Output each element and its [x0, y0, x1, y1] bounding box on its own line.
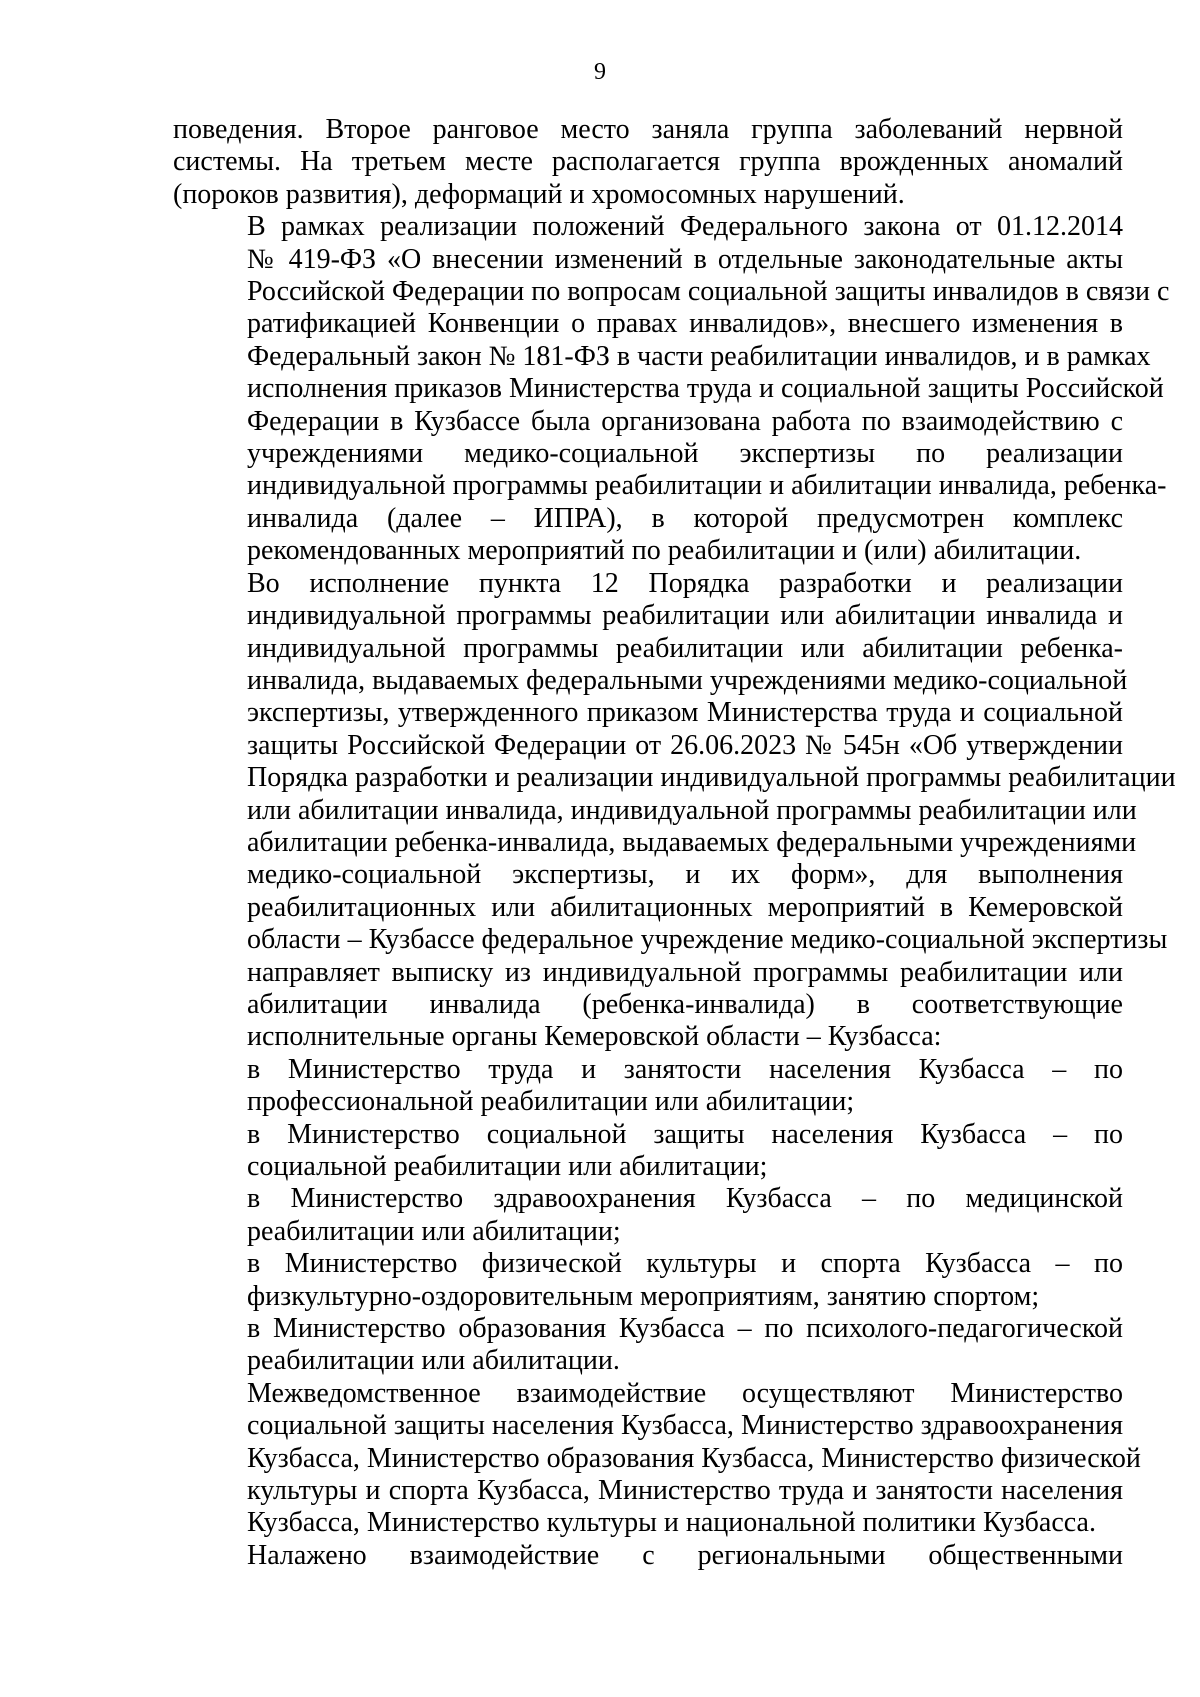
text-line: (пороков развития), деформаций и хромосомных нарушений.: [173, 178, 905, 210]
text-line: направляет выписку из индивидуальной программы реабилитации или: [247, 956, 1123, 988]
paragraph: [173, 567, 1176, 1054]
text-line: абилитации инвалида (ребенка-инвалида) в соответствующие: [247, 988, 1123, 1020]
text-line: медико-социальной экспертизы, и их форм», для выполнения: [247, 859, 1123, 891]
paragraph: [173, 1054, 1123, 1119]
text-line: в Министерство здравоохранения Кузбасса – по медицинской: [247, 1183, 1123, 1215]
text-line: области – Кузбассе федеральное учреждение медико-социальной экспертизы: [247, 924, 1168, 956]
text-line: социальной реабилитации или абилитации;: [247, 1151, 768, 1182]
text-line: индивидуальной программы реабилитации или абилитации ребенка-: [247, 632, 1123, 664]
text-line: реабилитации или абилитации.: [247, 1345, 620, 1377]
text-line: культуры и спорта Кузбасса, Министерство труда и занятости населения: [247, 1475, 1123, 1507]
text-line: профессиональной реабилитации или абилитации;: [247, 1086, 855, 1118]
text-line: индивидуальной программы реабилитации и абилитации инвалида, ребенка-: [247, 470, 1167, 502]
page-number: 9: [594, 59, 606, 85]
text-line: исполнительные органы Кемеровской области – Кузбасса:: [247, 1021, 942, 1053]
text-line: Порядка разработки и реализации индивидуальной программы реабилитации: [247, 762, 1176, 794]
text-line: Налажено взаимодействие с региональными общественными: [247, 1539, 1123, 1571]
text-line: в Министерство социальной защиты населения Кузбасса – по: [247, 1118, 1123, 1150]
text-line: в Министерство труда и занятости населения Кузбасса – по: [247, 1053, 1123, 1085]
text-line: рекомендованных мероприятий по реабилитации и (или) абилитации.: [247, 535, 1082, 567]
text-line: экспертизы, утвержденного приказом Министерства труда и социальной: [247, 697, 1123, 729]
text-line: абилитации ребенка-инвалида, выдаваемых федеральными учреждениями: [247, 826, 1137, 858]
text-line: Кузбасса, Министерство культуры и национальной политики Кузбасса.: [247, 1507, 1096, 1539]
text-line: реабилитационных или абилитационных мероприятий в Кемеровской: [247, 891, 1123, 923]
paragraph: [173, 114, 1123, 211]
text-line: физкультурно-оздоровительным мероприятиям, занятию спортом;: [247, 1280, 1040, 1312]
paragraph: [173, 1248, 1123, 1313]
text-line: в Министерство образования Кузбасса – по психолого-педагогической: [247, 1313, 1123, 1345]
text-line: инвалида, выдаваемых федеральными учреждениями медико-социальной: [247, 664, 1128, 696]
paragraph: [173, 1119, 1123, 1184]
paragraph: [173, 211, 1170, 567]
text-line: инвалида (далее – ИПРА), в которой предусмотрен комплекс: [247, 502, 1123, 534]
text-line: Кузбасса, Министерство образования Кузбасса, Министерство физической: [247, 1442, 1141, 1474]
paragraph: [173, 1313, 1123, 1378]
text-line: или абилитации инвалида, индивидуальной программы реабилитации или: [247, 794, 1137, 826]
text-line: Российской Федерации по вопросам социальной защиты инвалидов в связи с: [247, 276, 1170, 308]
text-line: системы. На третьем месте располагается группа врожденных аномалий: [173, 146, 1123, 178]
text-line: В рамках реализации положений Федерального закона от 01.12.2014: [247, 211, 1123, 243]
text-line: в Министерство физической культуры и спорта Кузбасса – по: [247, 1248, 1123, 1280]
text-line: поведения. Второе ранговое место заняла группа заболеваний нервной: [173, 114, 1123, 145]
text-line: № 419-ФЗ «О внесении изменений в отдельные законодательные акты: [247, 243, 1123, 275]
text-line: реабилитации или абилитации;: [247, 1215, 621, 1247]
text-line: Федерации в Кузбассе была организована работа по взаимодействию с: [247, 405, 1123, 437]
text-line: Межведомственное взаимодействие осуществляют Министерство: [247, 1377, 1123, 1409]
text-line: защиты Российской Федерации от 26.06.2023 № 545н «Об утверждении: [247, 729, 1123, 761]
text-line: учреждениями медико-социальной экспертизы по реализации: [247, 438, 1123, 470]
text-line: Федеральный закон № 181-ФЗ в части реабилитации инвалидов, и в рамках: [247, 340, 1151, 372]
text-line: социальной защиты населения Кузбасса, Министерство здравоохранения: [247, 1410, 1123, 1442]
text-line: исполнения приказов Министерства труда и социальной защиты Российской: [247, 373, 1164, 405]
text-line: индивидуальной программы реабилитации или абилитации инвалида и: [247, 600, 1123, 632]
paragraph: [173, 1540, 1123, 1572]
text-line: Во исполнение пункта 12 Порядка разработки и реализации: [247, 567, 1123, 599]
document-body: [173, 114, 1176, 1572]
paragraph: [173, 1183, 1123, 1248]
paragraph: [173, 1377, 1141, 1540]
text-line: ратификацией Конвенции о правах инвалидов», внесшего изменения в: [247, 308, 1123, 340]
